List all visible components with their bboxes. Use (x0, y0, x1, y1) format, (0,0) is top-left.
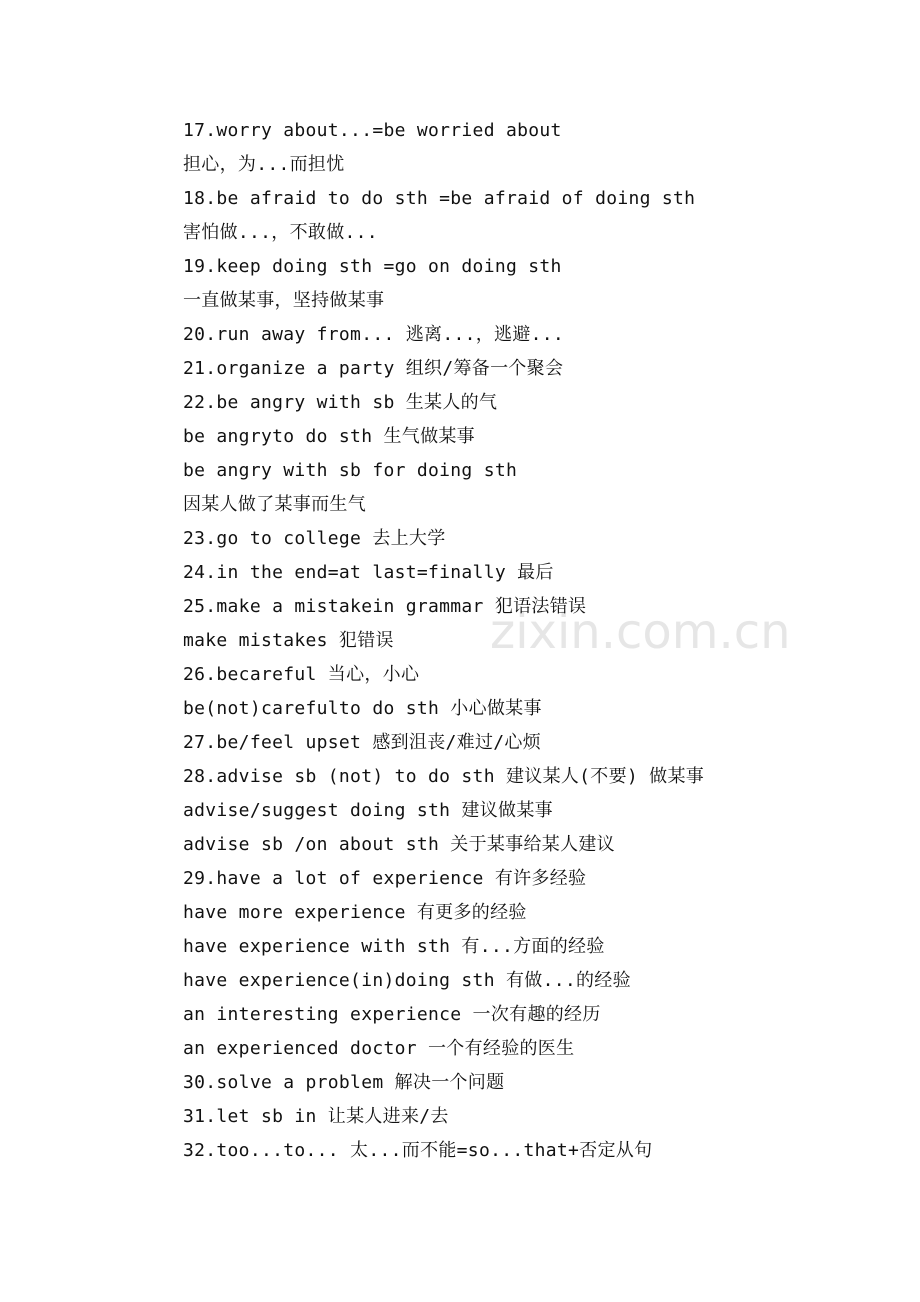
text-line: 担心，为...而担忧 (183, 154, 345, 175)
text-line: be angry with sb for doing sth (183, 460, 518, 481)
text-line: 23.go to college 去上大学 (183, 528, 446, 549)
text-line: 因某人做了某事而生气 (183, 494, 366, 515)
text-line: 27.be/feel upset 感到沮丧/难过/心烦 (183, 732, 542, 753)
text-line: 26.becareful 当心，小心 (183, 664, 420, 685)
text-line: 24.in the end=at last=finally 最后 (183, 562, 554, 583)
text-line: 21.organize a party 组织/筹备一个聚会 (183, 358, 564, 379)
text-line: an interesting experience 一次有趣的经历 (183, 1004, 601, 1025)
text-line: have experience with sth 有...方面的经验 (183, 936, 605, 957)
text-line: 17.worry about...=be worried about (183, 120, 562, 141)
text-line: 28.advise sb (not) to do sth 建议某人(不要) 做某事 (183, 766, 705, 787)
text-line: 18.be afraid to do sth =be afraid of doing sth (183, 188, 696, 209)
text-line: 29.have a lot of experience 有许多经验 (183, 868, 587, 889)
text-line: have experience(in)doing sth 有做...的经验 (183, 970, 631, 991)
watermark: zixin.com.cn (490, 604, 791, 660)
text-line: 25.make a mistakein grammar 犯语法错误 (183, 596, 587, 617)
text-line: 32.too...to... 太...而不能=so...that+否定从句 (183, 1140, 653, 1161)
text-line: 20.run away from... 逃离...，逃避... (183, 324, 565, 345)
vocabulary-list (183, 114, 803, 1168)
text-line: advise sb /on about sth 关于某事给某人建议 (183, 834, 615, 855)
text-line: 害怕做...，不敢做... (183, 222, 378, 243)
text-line: 30.solve a problem 解决一个问题 (183, 1072, 505, 1093)
text-line: advise/suggest doing sth 建议做某事 (183, 800, 553, 821)
text-line: make mistakes 犯错误 (183, 630, 394, 651)
text-line: 一直做某事，坚持做某事 (183, 290, 385, 311)
text-line: 31.let sb in 让某人进来/去 (183, 1106, 449, 1127)
text-line: 22.be angry with sb 生某人的气 (183, 392, 498, 413)
text-line: an experienced doctor 一个有经验的医生 (183, 1038, 575, 1059)
text-line: 19.keep doing sth =go on doing sth (183, 256, 562, 277)
text-line: be(not)carefulto do sth 小心做某事 (183, 698, 542, 719)
text-line: have more experience 有更多的经验 (183, 902, 527, 923)
text-line: be angryto do sth 生气做某事 (183, 426, 475, 447)
